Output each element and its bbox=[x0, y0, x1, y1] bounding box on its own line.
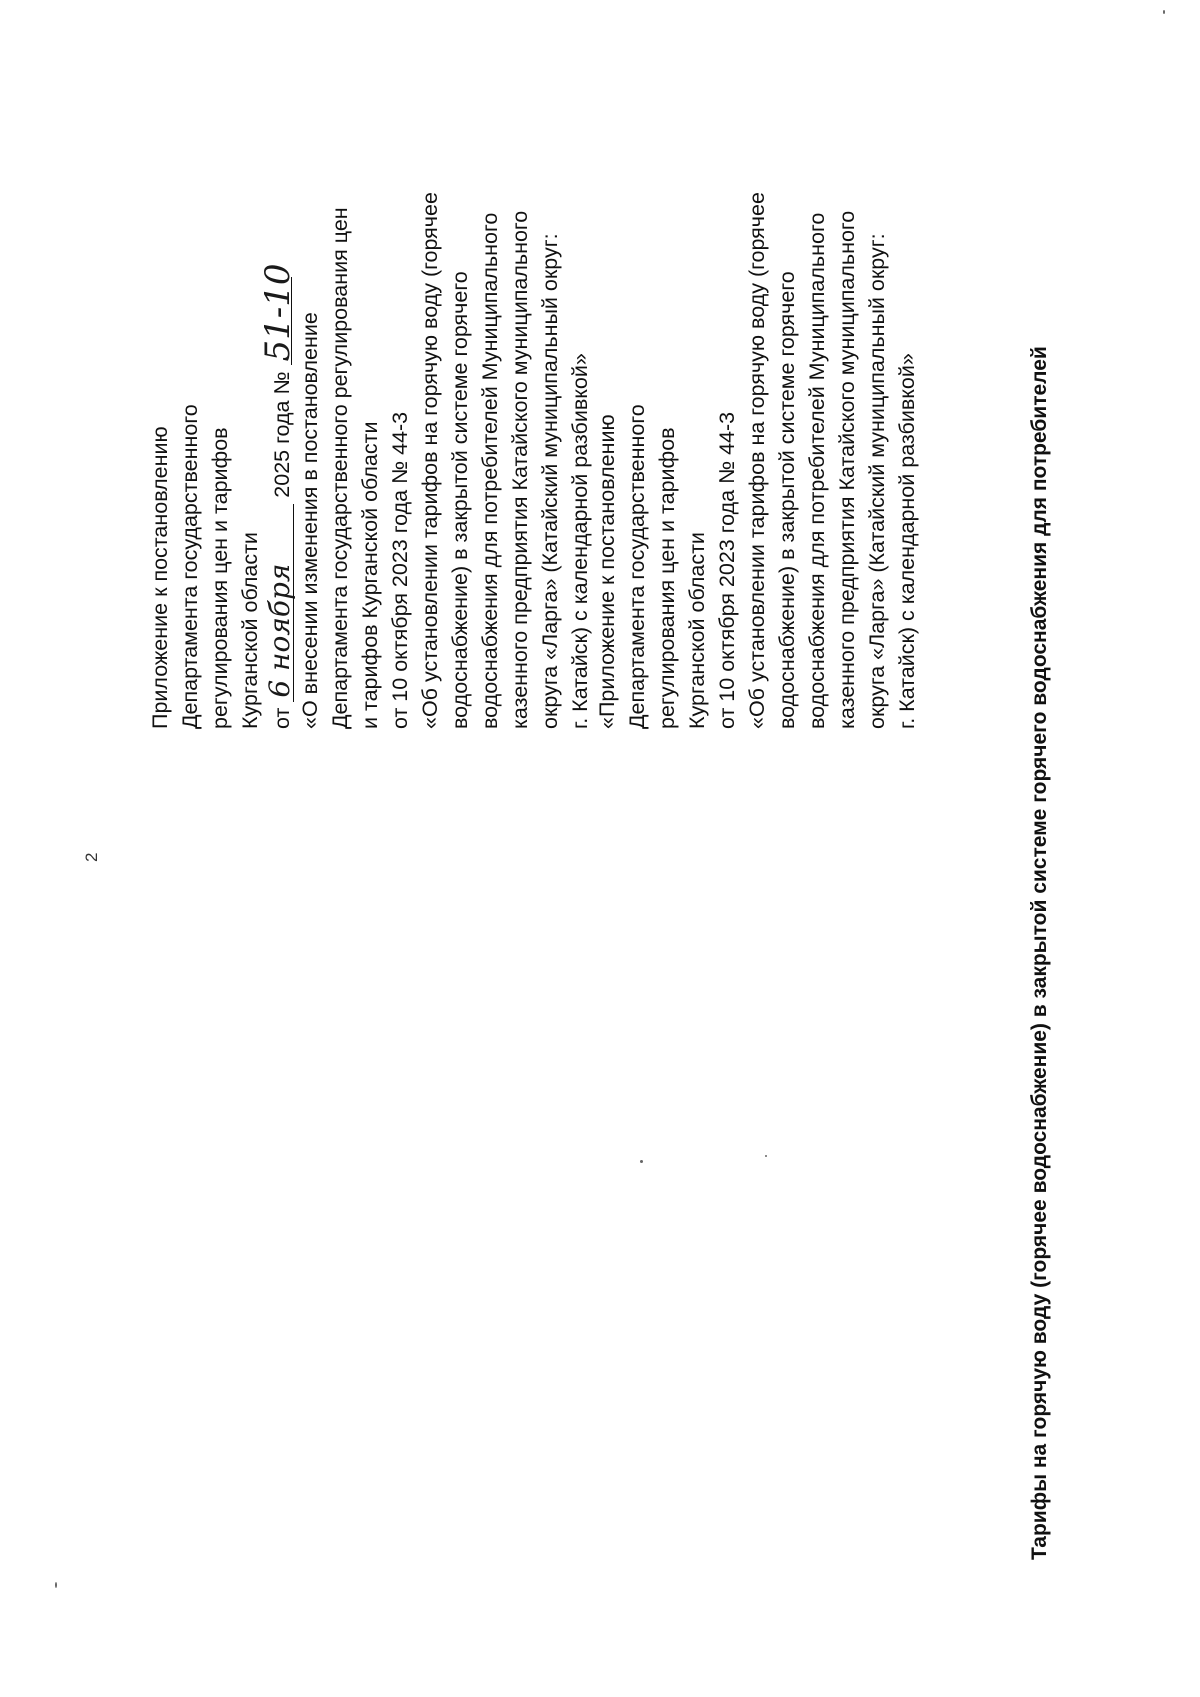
appendix-line: водоснабжения для потребителей Муниципального bbox=[478, 212, 502, 729]
quoted-line: г. Катайск) с календарной разбивкой» bbox=[895, 353, 919, 729]
appendix-line: г. Катайск) с календарной разбивкой» bbox=[568, 353, 592, 729]
quoted-appendix-block bbox=[592, 192, 922, 729]
appendix-line: Курганской области bbox=[238, 532, 262, 729]
quoted-line: водоснабжения для потребителей Муниципального bbox=[805, 212, 829, 729]
scan-speck bbox=[640, 1160, 643, 1163]
appendix-line: Приложение к постановлению bbox=[148, 426, 172, 729]
appendix-block bbox=[145, 192, 595, 729]
quoted-line: от 10 октября 2023 года № 44-3 bbox=[715, 411, 739, 729]
document-title: Тарифы на горячую воду (горячее водоснабжение) в закрытой системе горячего водоснабжения для потребителей bbox=[1028, 346, 1051, 1560]
page-number: 2 bbox=[82, 852, 101, 862]
appendix-line: казенного предприятия Катайского муниципального bbox=[508, 210, 532, 729]
appendix-line: Департамента государственного bbox=[178, 404, 202, 729]
appendix-date-line bbox=[258, 192, 298, 729]
quoted-line: «Приложение к постановлению bbox=[595, 414, 619, 729]
appendix-line: «Об установлении тарифов на горячую воду (горячее bbox=[418, 192, 442, 729]
appendix-line: округа «Ларга» (Катайский муниципальный округ: bbox=[538, 233, 562, 729]
appendix-line: от 10 октября 2023 года № 44-3 bbox=[388, 411, 412, 729]
quoted-line: Курганской области bbox=[685, 532, 709, 729]
appendix-line: «О внесении изменения в постановление bbox=[298, 312, 322, 729]
quoted-line: регулирования цен и тарифов bbox=[655, 427, 679, 729]
date-year-label: 2025 года № bbox=[270, 371, 294, 498]
appendix-line: регулирования цен и тарифов bbox=[208, 427, 232, 729]
quoted-line: округа «Ларга» (Катайский муниципальный округ: bbox=[865, 233, 889, 729]
quoted-line: казенного предприятия Катайского муниципального bbox=[835, 210, 859, 729]
date-prefix: от bbox=[270, 707, 294, 729]
handwritten-number: 51-10 bbox=[265, 278, 292, 366]
quoted-line: «Об установлении тарифов на горячую воду (горячее bbox=[745, 192, 769, 729]
handwritten-date: 6 ноября bbox=[267, 504, 294, 702]
quoted-line: водоснабжение) в закрытой системе горячего bbox=[775, 271, 799, 729]
appendix-line: Департамента государственного регулирования цен bbox=[328, 207, 352, 729]
scan-speck bbox=[55, 1582, 57, 1588]
quoted-line: Департамента государственного bbox=[625, 404, 649, 729]
appendix-line: и тарифов Курганской области bbox=[358, 421, 382, 729]
scan-speck bbox=[765, 1155, 767, 1157]
scan-speck bbox=[1163, 10, 1165, 14]
appendix-line: водоснабжение) в закрытой системе горячего bbox=[448, 271, 472, 729]
